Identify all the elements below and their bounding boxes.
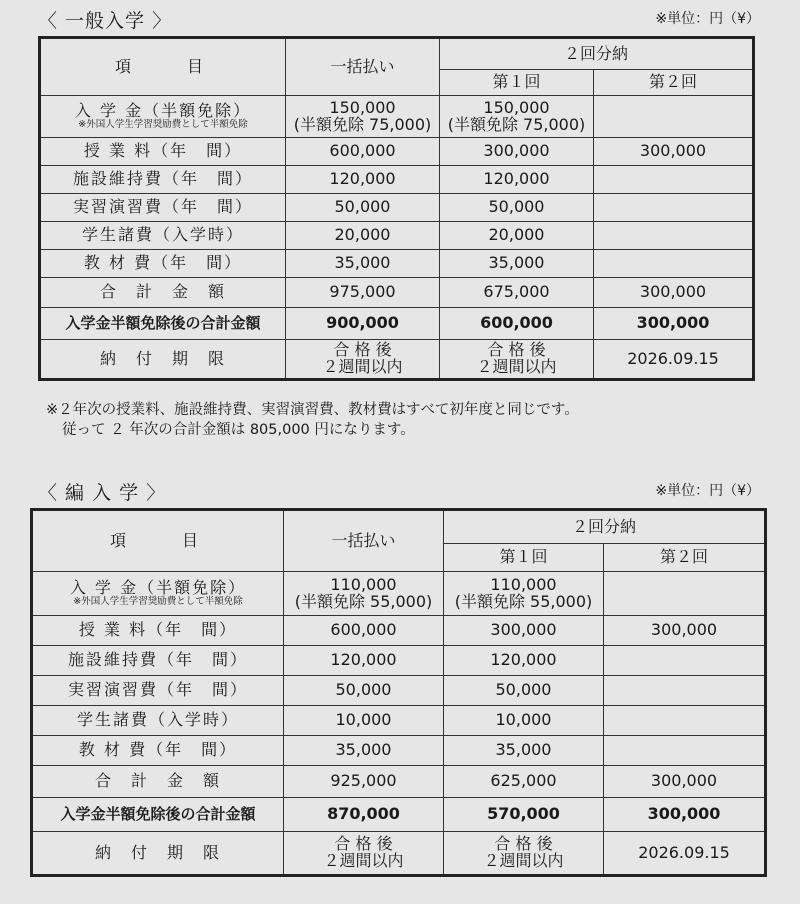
total-lump: 975,000 xyxy=(286,278,440,308)
first-discount: (半額免除 55,000) xyxy=(454,591,593,611)
second-amount: 300,000 xyxy=(594,138,754,166)
lump-amount: 600,000 xyxy=(286,138,440,166)
first-amount: 110,000 xyxy=(490,574,557,594)
waiver-first: 570,000 xyxy=(444,798,604,832)
first-amount: 50,000 xyxy=(444,676,604,706)
deadline-row xyxy=(40,340,754,380)
header-item: 項 目 xyxy=(32,510,284,572)
table-row xyxy=(32,646,766,676)
table-row xyxy=(40,96,754,138)
table-row xyxy=(40,166,754,194)
deadline-label: 納 付 期 限 xyxy=(32,832,284,876)
row-item: 施設維持費（年 間） xyxy=(32,646,284,676)
deadline-first-line2: ２週間以内 xyxy=(476,357,557,376)
second-amount: 300,000 xyxy=(604,616,766,646)
row-item: 教 材 費（年 間） xyxy=(40,250,286,278)
lump-amount: 10,000 xyxy=(284,706,444,736)
fee-table-general xyxy=(38,36,755,381)
deadline-first-line1: 合 格 後 xyxy=(487,340,546,360)
second-amount xyxy=(604,676,766,706)
lump-amount: 600,000 xyxy=(284,616,444,646)
row-item: 学生諸費（入学時） xyxy=(40,222,286,250)
lump-amount: 150,000 xyxy=(329,97,396,117)
deadline-label: 納 付 期 限 xyxy=(40,340,286,380)
deadline-second: 2026.09.15 xyxy=(604,832,766,876)
unit-label: ※単位：円（¥） xyxy=(655,483,760,499)
second-amount xyxy=(594,166,754,194)
total-first: 675,000 xyxy=(440,278,594,308)
header-second: 第２回 xyxy=(604,544,766,572)
second-amount xyxy=(594,194,754,222)
section-title: 〈 一般入学 〉 xyxy=(38,10,173,32)
header-second: 第２回 xyxy=(594,70,754,96)
total-lump: 925,000 xyxy=(284,766,444,798)
header-lump-sum: 一括払い xyxy=(284,510,444,572)
table-row xyxy=(40,138,754,166)
total-second: 300,000 xyxy=(604,766,766,798)
unit-label: ※単位：円（¥） xyxy=(655,11,760,27)
row-item: 入 学 金（半額免除） xyxy=(69,577,247,597)
waiver-label: 入学金半額免除後の合計金額 xyxy=(40,308,286,340)
footnote xyxy=(46,400,579,440)
first-amount: 10,000 xyxy=(444,706,604,736)
lump-amount: 120,000 xyxy=(286,166,440,194)
first-amount: 35,000 xyxy=(444,736,604,766)
waiver-total-row xyxy=(32,798,766,832)
second-amount xyxy=(594,250,754,278)
second-amount xyxy=(604,572,766,616)
deadline-lump-line1: 合 格 後 xyxy=(334,834,393,854)
lump-discount: (半額免除 75,000) xyxy=(293,114,432,134)
lump-amount: 20,000 xyxy=(286,222,440,250)
deadline-second: 2026.09.15 xyxy=(594,340,754,380)
row-item: 入 学 金（半額免除） xyxy=(74,100,252,120)
general-admission-section xyxy=(0,0,800,438)
table-row xyxy=(40,222,754,250)
lump-amount: 50,000 xyxy=(284,676,444,706)
footnote-line: 従って ２ 年次の合計金額は 805,000 円になります。 xyxy=(62,422,415,438)
fee-table-transfer xyxy=(30,508,767,877)
total-row xyxy=(40,278,754,308)
row-item: 授 業 料（年 間） xyxy=(32,616,284,646)
deadline-first-line1: 合 格 後 xyxy=(494,834,553,854)
lump-amount: 35,000 xyxy=(284,736,444,766)
row-item-note: ※外国人学生学習奨励費として半額免除 xyxy=(78,119,248,131)
header-first: 第１回 xyxy=(444,544,604,572)
waiver-lump: 870,000 xyxy=(284,798,444,832)
deadline-lump-line2: ２週間以内 xyxy=(322,357,403,376)
table-row xyxy=(40,250,754,278)
total-row xyxy=(32,766,766,798)
section-title: 〈 編 入 学 〉 xyxy=(38,482,167,504)
table-row xyxy=(32,616,766,646)
second-amount xyxy=(604,706,766,736)
table-row xyxy=(32,676,766,706)
row-item: 施設維持費（年 間） xyxy=(40,166,286,194)
row-item: 実習演習費（年 間） xyxy=(32,676,284,706)
total-second: 300,000 xyxy=(594,278,754,308)
second-amount xyxy=(604,646,766,676)
lump-amount: 120,000 xyxy=(284,646,444,676)
lump-discount: (半額免除 55,000) xyxy=(294,591,433,611)
table-row xyxy=(32,572,766,616)
deadline-first-line2: ２週間以内 xyxy=(483,851,564,870)
first-amount: 300,000 xyxy=(444,616,604,646)
second-amount xyxy=(594,222,754,250)
total-label: 合 計 金 額 xyxy=(40,278,286,308)
table-row xyxy=(32,706,766,736)
first-amount: 150,000 xyxy=(483,97,550,117)
header-lump-sum: 一括払い xyxy=(286,38,440,96)
table-row xyxy=(32,736,766,766)
total-first: 625,000 xyxy=(444,766,604,798)
deadline-lump-line1: 合 格 後 xyxy=(333,340,392,360)
first-amount: 300,000 xyxy=(440,138,594,166)
row-item: 実習演習費（年 間） xyxy=(40,194,286,222)
row-item: 授 業 料（年 間） xyxy=(40,138,286,166)
lump-amount: 35,000 xyxy=(286,250,440,278)
table-row xyxy=(40,194,754,222)
row-item: 学生諸費（入学時） xyxy=(32,706,284,736)
first-amount: 35,000 xyxy=(440,250,594,278)
second-amount xyxy=(604,736,766,766)
header-item: 項 目 xyxy=(40,38,286,96)
header-installments: ２回分納 xyxy=(444,510,766,544)
first-amount: 20,000 xyxy=(440,222,594,250)
first-amount: 120,000 xyxy=(440,166,594,194)
waiver-label: 入学金半額免除後の合計金額 xyxy=(32,798,284,832)
second-amount xyxy=(594,96,754,138)
first-amount: 120,000 xyxy=(444,646,604,676)
lump-amount: 50,000 xyxy=(286,194,440,222)
header-installments: ２回分納 xyxy=(440,38,754,70)
waiver-second: 300,000 xyxy=(604,798,766,832)
first-discount: (半額免除 75,000) xyxy=(447,114,586,134)
waiver-second: 300,000 xyxy=(594,308,754,340)
lump-amount: 110,000 xyxy=(330,574,397,594)
first-amount: 50,000 xyxy=(440,194,594,222)
total-label: 合 計 金 額 xyxy=(32,766,284,798)
waiver-lump: 900,000 xyxy=(286,308,440,340)
row-item-note: ※外国人学生学習奨励費として半額免除 xyxy=(73,596,243,608)
waiver-total-row xyxy=(40,308,754,340)
row-item: 教 材 費（年 間） xyxy=(32,736,284,766)
waiver-first: 600,000 xyxy=(440,308,594,340)
transfer-admission-section xyxy=(0,472,800,870)
deadline-lump-line2: ２週間以内 xyxy=(323,851,404,870)
deadline-row xyxy=(32,832,766,876)
header-first: 第１回 xyxy=(440,70,594,96)
footnote-line: ※２年次の授業料、施設維持費、実習演習費、教材費はすべて初年度と同じです。 xyxy=(46,402,579,418)
